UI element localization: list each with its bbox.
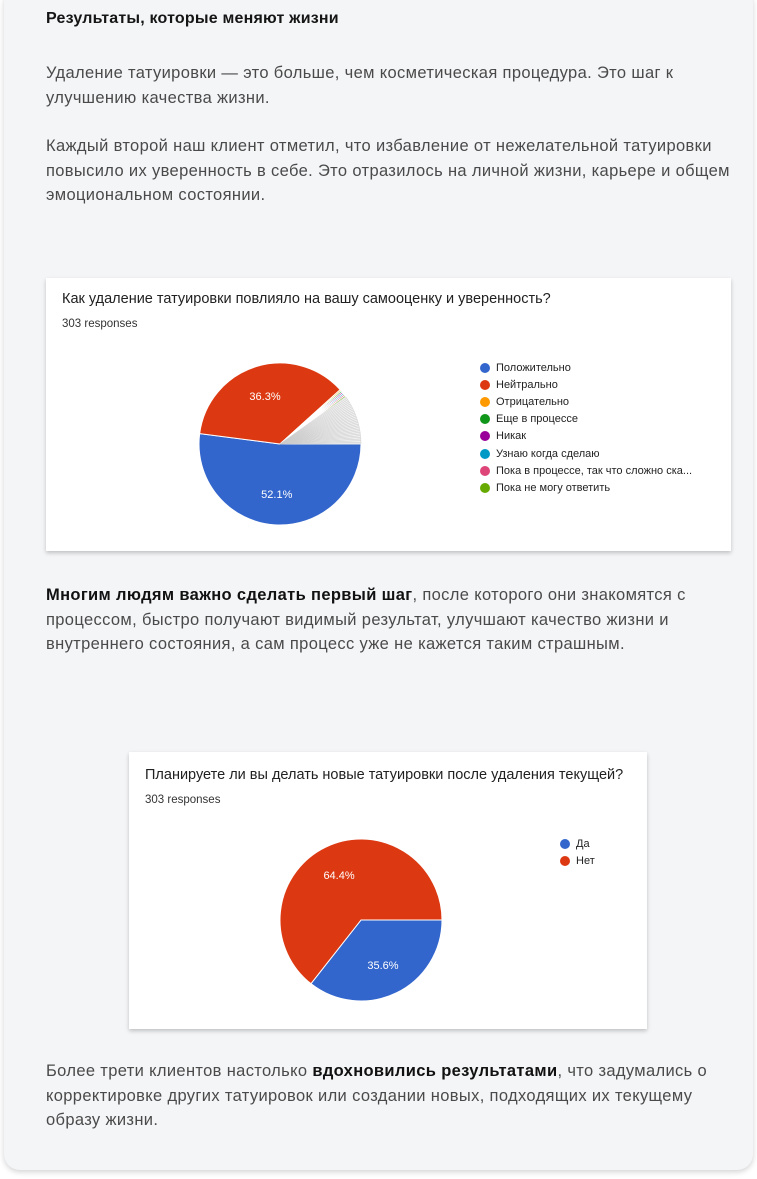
inspired-start: Более трети клиентов настолько — [46, 1062, 313, 1080]
legend-color-dot — [480, 449, 490, 459]
section-heading: Результаты, которые меняют жизни — [46, 10, 339, 27]
legend-label: Узнаю когда сделаю — [496, 447, 600, 460]
pie-data-label: 35.6% — [367, 960, 399, 973]
pie-data-label: 52.1% — [261, 489, 293, 502]
legend-color-dot — [480, 380, 490, 390]
legend-label: Пока не могу ответить — [496, 481, 611, 494]
confidence-paragraph: Каждый второй наш клиент отметил, что избавление от нежелательной татуировки повысило их уверенность в себе. Это отразилось на личной жизни, карьере и общем эмоциональном состоянии. — [46, 137, 730, 204]
legend-item — [480, 393, 692, 410]
legend-color-dot — [480, 397, 490, 407]
legend-item — [480, 411, 692, 428]
pie-slice-0 — [199, 434, 361, 525]
first-step-rest: , после которого они знакомятся с процессом, быстро получают видимый результат, улучшают качество жизни и внутреннего состояния, а сам процесс уже не кажется таким страшным. — [46, 586, 686, 653]
legend-item — [480, 462, 692, 479]
chart-card-selfesteem — [46, 278, 731, 551]
legend-label: Положительно — [496, 361, 571, 374]
chart-subtitle: 303 responses — [145, 794, 221, 806]
pie-data-label: 36.3% — [249, 391, 281, 404]
legend-label: Никак — [496, 430, 527, 443]
legend-label: Нейтрально — [496, 378, 558, 391]
legend-label: Пока в процессе, так что сложно ска... — [496, 464, 693, 477]
legend-color-dot — [480, 363, 490, 373]
pie-chart-new-tattoos — [129, 752, 647, 1029]
legend-item — [480, 359, 692, 376]
legend-item — [480, 445, 692, 462]
chart-title: Как удаление татуировки повлияло на вашу самооценку и уверенность? — [62, 291, 551, 307]
chart-title: Планируете ли вы делать новые татуировки после удаления текущей? — [145, 767, 624, 783]
legend-color-dot — [480, 483, 490, 493]
chart-legend — [480, 359, 692, 497]
legend-item — [560, 852, 595, 869]
legend-item — [480, 479, 692, 496]
pie-data-label: 64.4% — [323, 869, 355, 882]
first-step-paragraph — [46, 583, 736, 657]
legend-color-dot — [480, 414, 490, 424]
chart-card-new-tattoos — [129, 752, 647, 1029]
legend-color-dot — [480, 431, 490, 441]
legend-item — [480, 428, 692, 445]
legend-label: Отрицательно — [496, 395, 570, 408]
legend-item — [480, 376, 692, 393]
first-step-bold: Многим людям важно сделать первый шаг — [46, 586, 413, 604]
legend-color-dot — [480, 466, 490, 476]
inspired-end: , что задумались о корректировке других татуировок или создании новых, подходящих их текущему образу жизни. — [46, 1062, 708, 1129]
legend-color-dot — [560, 856, 570, 866]
legend-label: Да — [576, 837, 590, 850]
legend-item — [560, 835, 595, 852]
chart-subtitle: 303 responses — [62, 318, 138, 330]
inspired-bold: вдохновились результатами — [312, 1062, 558, 1080]
legend-color-dot — [560, 839, 570, 849]
legend-label: Еще в процессе — [496, 413, 578, 426]
legend-label: Нет — [576, 854, 595, 867]
intro-paragraph: Удаление татуировки — это больше, чем косметическая процедура. Это шаг к улучшению качества жизни. — [46, 64, 674, 107]
chart-legend — [560, 835, 595, 869]
inspired-paragraph — [46, 1059, 736, 1133]
